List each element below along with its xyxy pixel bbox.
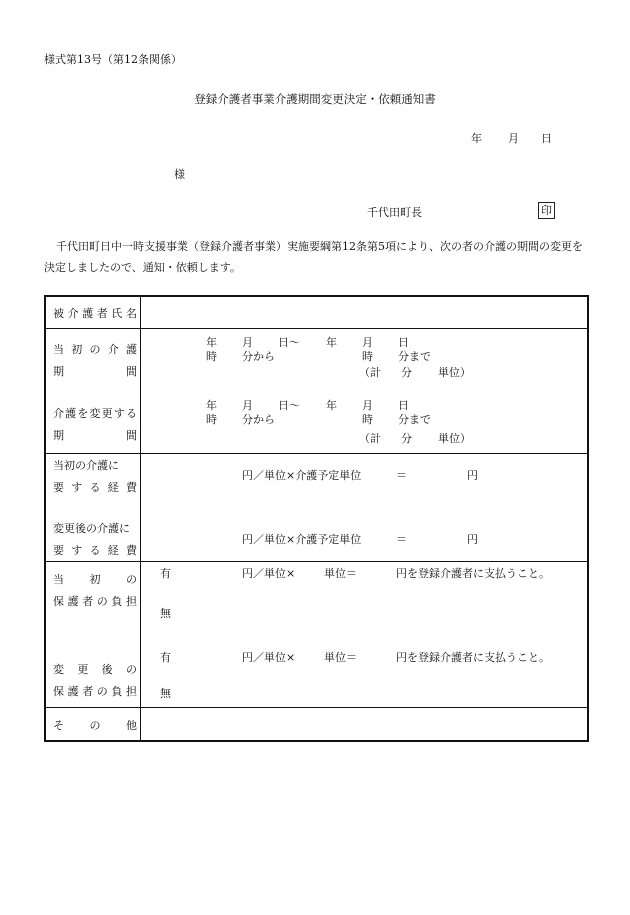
changed-end-day: 日 [398,399,409,412]
initial-cost-formula: 円／単位×介護予定単位 [242,469,362,482]
date-day-label: 日 [541,132,552,145]
initial-end-day: 日 [398,336,409,349]
initial-cost-label-1: 当初の介護に [53,459,119,472]
changed-start-hour: 時 [206,413,217,426]
initial-start-minute: 分から [242,350,275,363]
initial-burden-no: 無 [160,607,171,620]
addressee-suffix: 様 [174,168,185,181]
document-title: 登録介護者事業介護期間変更決定・依頼通知書 [194,92,436,106]
changed-end-minute: 分まで [398,413,431,426]
changed-burden-formula-2: 単位＝ [324,651,357,664]
initial-burden-label-1: 当初の [53,573,137,586]
changed-total-minutes: 分 [401,432,412,445]
initial-total-units: 単位） [438,366,471,379]
body-text: 千代田町日中一時支援事業（登録介護者事業）実施要綱第12条第5項により、次の者の介護の期間の変更を決定しましたので、通知・依頼します。 [44,240,583,274]
other-label: その他 [53,719,137,732]
changed-cost-equals: ＝ [396,533,407,546]
initial-cost-label-2: 要する経費 [53,481,137,494]
initial-start-year: 年 [206,336,217,349]
seal-mark: 印 [538,202,555,219]
date-year-label: 年 [471,132,482,145]
initial-end-hour: 時 [362,350,373,363]
initial-start-hour: 時 [206,350,217,363]
initial-burden-formula-2: 単位＝ [324,567,357,580]
changed-burden-label-2: 保護者の負担 [53,685,137,698]
changed-start-day: 日～ [278,399,300,412]
changed-period-label-2: 期 間 [53,429,137,442]
changed-start-year: 年 [206,399,217,412]
changed-start-minute: 分から [242,413,275,426]
changed-burden-yes: 有 [160,651,171,664]
form-number: 様式第13号（第12条関係） [44,53,182,66]
changed-burden-formula-1: 円／単位× [242,651,296,664]
table-row-name [46,297,587,329]
changed-total-units: 単位） [438,432,471,445]
initial-period-label-1: 当初の介護 [53,343,137,356]
table-row-burden [46,561,587,708]
initial-start-month: 月 [242,336,253,349]
changed-end-hour: 時 [362,413,373,426]
name-label: 被介護者氏名 [53,307,137,320]
table-row-other [46,707,587,740]
changed-start-month: 月 [242,399,253,412]
initial-cost-equals: ＝ [396,469,407,482]
form-table [44,295,589,742]
changed-burden-formula-3: 円を登録介護者に支払うこと。 [396,651,550,664]
initial-end-minute: 分まで [398,350,431,363]
initial-burden-label-2: 保護者の負担 [53,595,137,608]
initial-end-month: 月 [362,336,373,349]
initial-total-open: （計 [359,366,381,379]
initial-burden-formula-1: 円／単位× [242,567,296,580]
initial-burden-formula-3: 円を登録介護者に支払うこと。 [396,567,550,580]
initial-burden-yes: 有 [160,567,171,580]
issuer-name: 千代田町長 [367,206,422,219]
table-row-periods [46,328,587,454]
changed-end-month: 月 [362,399,373,412]
initial-start-day: 日～ [278,336,300,349]
changed-cost-yen: 円 [467,533,478,546]
changed-cost-formula: 円／単位×介護予定単位 [242,533,362,546]
changed-total-open: （計 [359,432,381,445]
changed-burden-label-1: 変更後の [53,663,137,676]
table-row-costs [46,453,587,562]
initial-period-label-2: 期 間 [53,365,137,378]
changed-end-year: 年 [326,399,337,412]
date-month-label: 月 [508,132,519,145]
changed-cost-label-2: 要する経費 [53,544,137,557]
initial-end-year: 年 [326,336,337,349]
changed-cost-label-1: 変更後の介護に [53,522,130,535]
initial-cost-yen: 円 [467,469,478,482]
initial-total-minutes: 分 [401,366,412,379]
changed-period-label-1: 介護を変更する [53,407,137,420]
changed-burden-no: 無 [160,687,171,700]
